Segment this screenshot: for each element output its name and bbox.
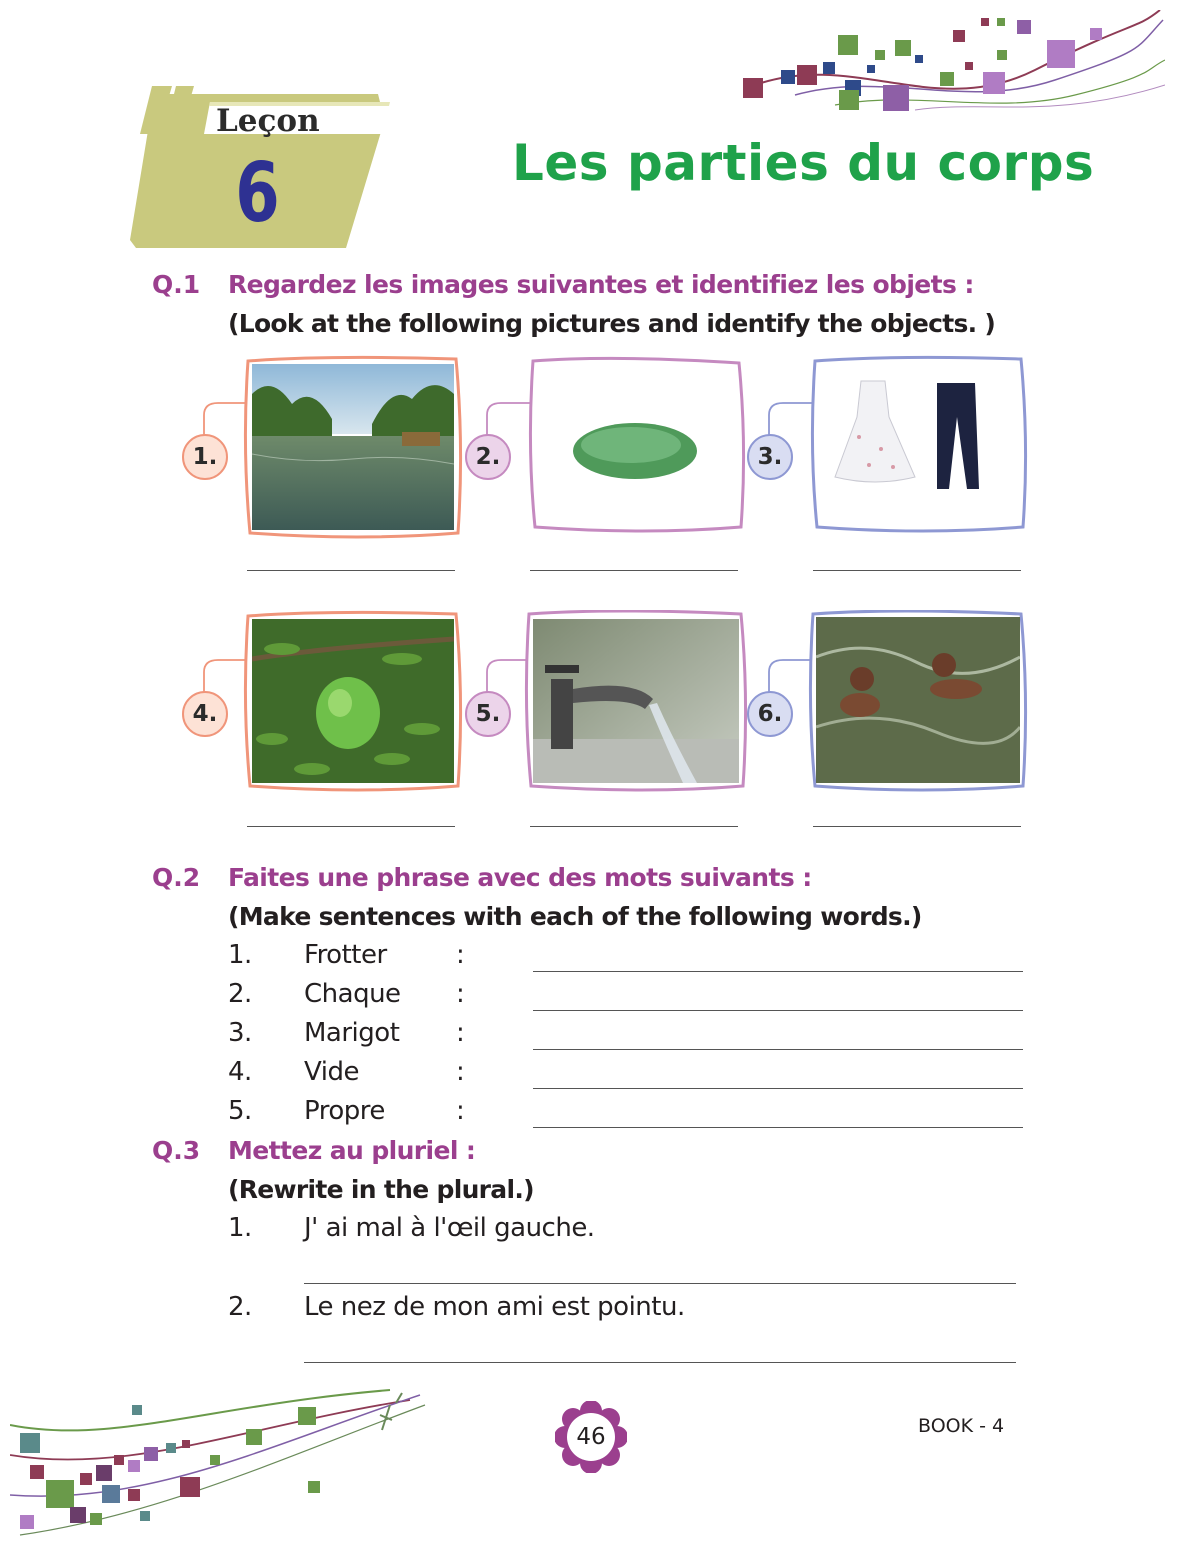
answer-line-2[interactable] (530, 570, 738, 571)
q3-item-1-number: 1. (228, 1213, 252, 1243)
answer-line-3[interactable] (813, 570, 1021, 571)
q3-item-1-sentence: J' ai mal à l'œil gauche. (304, 1213, 595, 1243)
picture-card-6 (745, 610, 1030, 795)
q2-item-5-word: Propre (304, 1096, 385, 1126)
decorative-squares-swirl-bottom (10, 1385, 430, 1545)
question-2-instruction-fr: Faites une phrase avec des mots suivants : (228, 863, 812, 892)
q2-item-1-number: 1. (228, 940, 252, 970)
q2-item-2-answer-line[interactable] (533, 1010, 1023, 1011)
answer-line-5[interactable] (530, 826, 738, 827)
q2-item-3-word: Marigot (304, 1018, 400, 1048)
picture-card-2 (465, 355, 750, 540)
lesson-label: Leçon (216, 103, 320, 139)
question-3-number: Q.3 (152, 1136, 201, 1165)
picture-card-1 (180, 355, 465, 540)
q2-item-5-number: 5. (228, 1096, 252, 1126)
q2-item-2-number: 2. (228, 979, 252, 1009)
q2-item-5-colon: : (456, 1096, 465, 1126)
q3-item-2-number: 2. (228, 1292, 252, 1322)
q2-item-4-number: 4. (228, 1057, 252, 1087)
q2-item-1-colon: : (456, 940, 465, 970)
tap-image (533, 619, 739, 783)
item-3-number: 3. (747, 434, 793, 480)
q2-item-5-answer-line[interactable] (533, 1127, 1023, 1128)
q2-item-4-colon: : (456, 1057, 465, 1087)
q2-item-3-colon: : (456, 1018, 465, 1048)
q2-item-4-word: Vide (304, 1057, 359, 1087)
item-5-number: 5. (465, 691, 511, 737)
question-1-number: Q.1 (152, 270, 201, 299)
item-6-number: 6. (747, 691, 793, 737)
q3-item-1-answer-line[interactable] (304, 1283, 1016, 1284)
q3-item-2-sentence: Le nez de mon ami est pointu. (304, 1292, 685, 1322)
soap-image (571, 417, 699, 483)
clothes-image (829, 377, 989, 495)
question-2-instruction-en: (Make sentences with each of the following words.) (228, 902, 922, 931)
item-2-number: 2. (465, 434, 511, 480)
question-3-instruction-en: (Rewrite in the plural.) (228, 1175, 534, 1204)
q2-item-4-answer-line[interactable] (533, 1088, 1023, 1089)
fruit-tree-image (252, 619, 454, 783)
backwater-image (252, 364, 454, 530)
decorative-squares-swirl-top (735, 10, 1165, 120)
q2-item-3-answer-line[interactable] (533, 1049, 1023, 1050)
page-title: Les parties du corps (512, 134, 1095, 192)
picture-card-3 (745, 355, 1030, 540)
answer-line-6[interactable] (813, 826, 1021, 827)
answer-line-4[interactable] (247, 826, 455, 827)
q2-item-2-colon: : (456, 979, 465, 1009)
lesson-number: 6 (235, 146, 280, 241)
swimming-image (816, 617, 1020, 783)
q2-item-1-answer-line[interactable] (533, 971, 1023, 972)
answer-line-1[interactable] (247, 570, 455, 571)
q3-item-2-answer-line[interactable] (304, 1362, 1016, 1363)
question-3-instruction-fr: Mettez au pluriel : (228, 1136, 476, 1165)
question-2-number: Q.2 (152, 863, 201, 892)
question-1-instruction-en: (Look at the following pictures and identify the objects. ) (228, 309, 996, 338)
picture-card-4 (180, 610, 465, 795)
picture-card-5 (465, 610, 750, 795)
q2-item-3-number: 3. (228, 1018, 252, 1048)
item-4-number: 4. (182, 691, 228, 737)
item-1-number: 1. (182, 434, 228, 480)
q2-item-1-word: Frotter (304, 940, 387, 970)
question-1-instruction-fr: Regardez les images suivantes et identifiez les objets : (228, 270, 974, 299)
page-number: 46 (576, 1424, 606, 1450)
q2-item-2-word: Chaque (304, 979, 401, 1009)
book-label: BOOK - 4 (918, 1415, 1005, 1437)
